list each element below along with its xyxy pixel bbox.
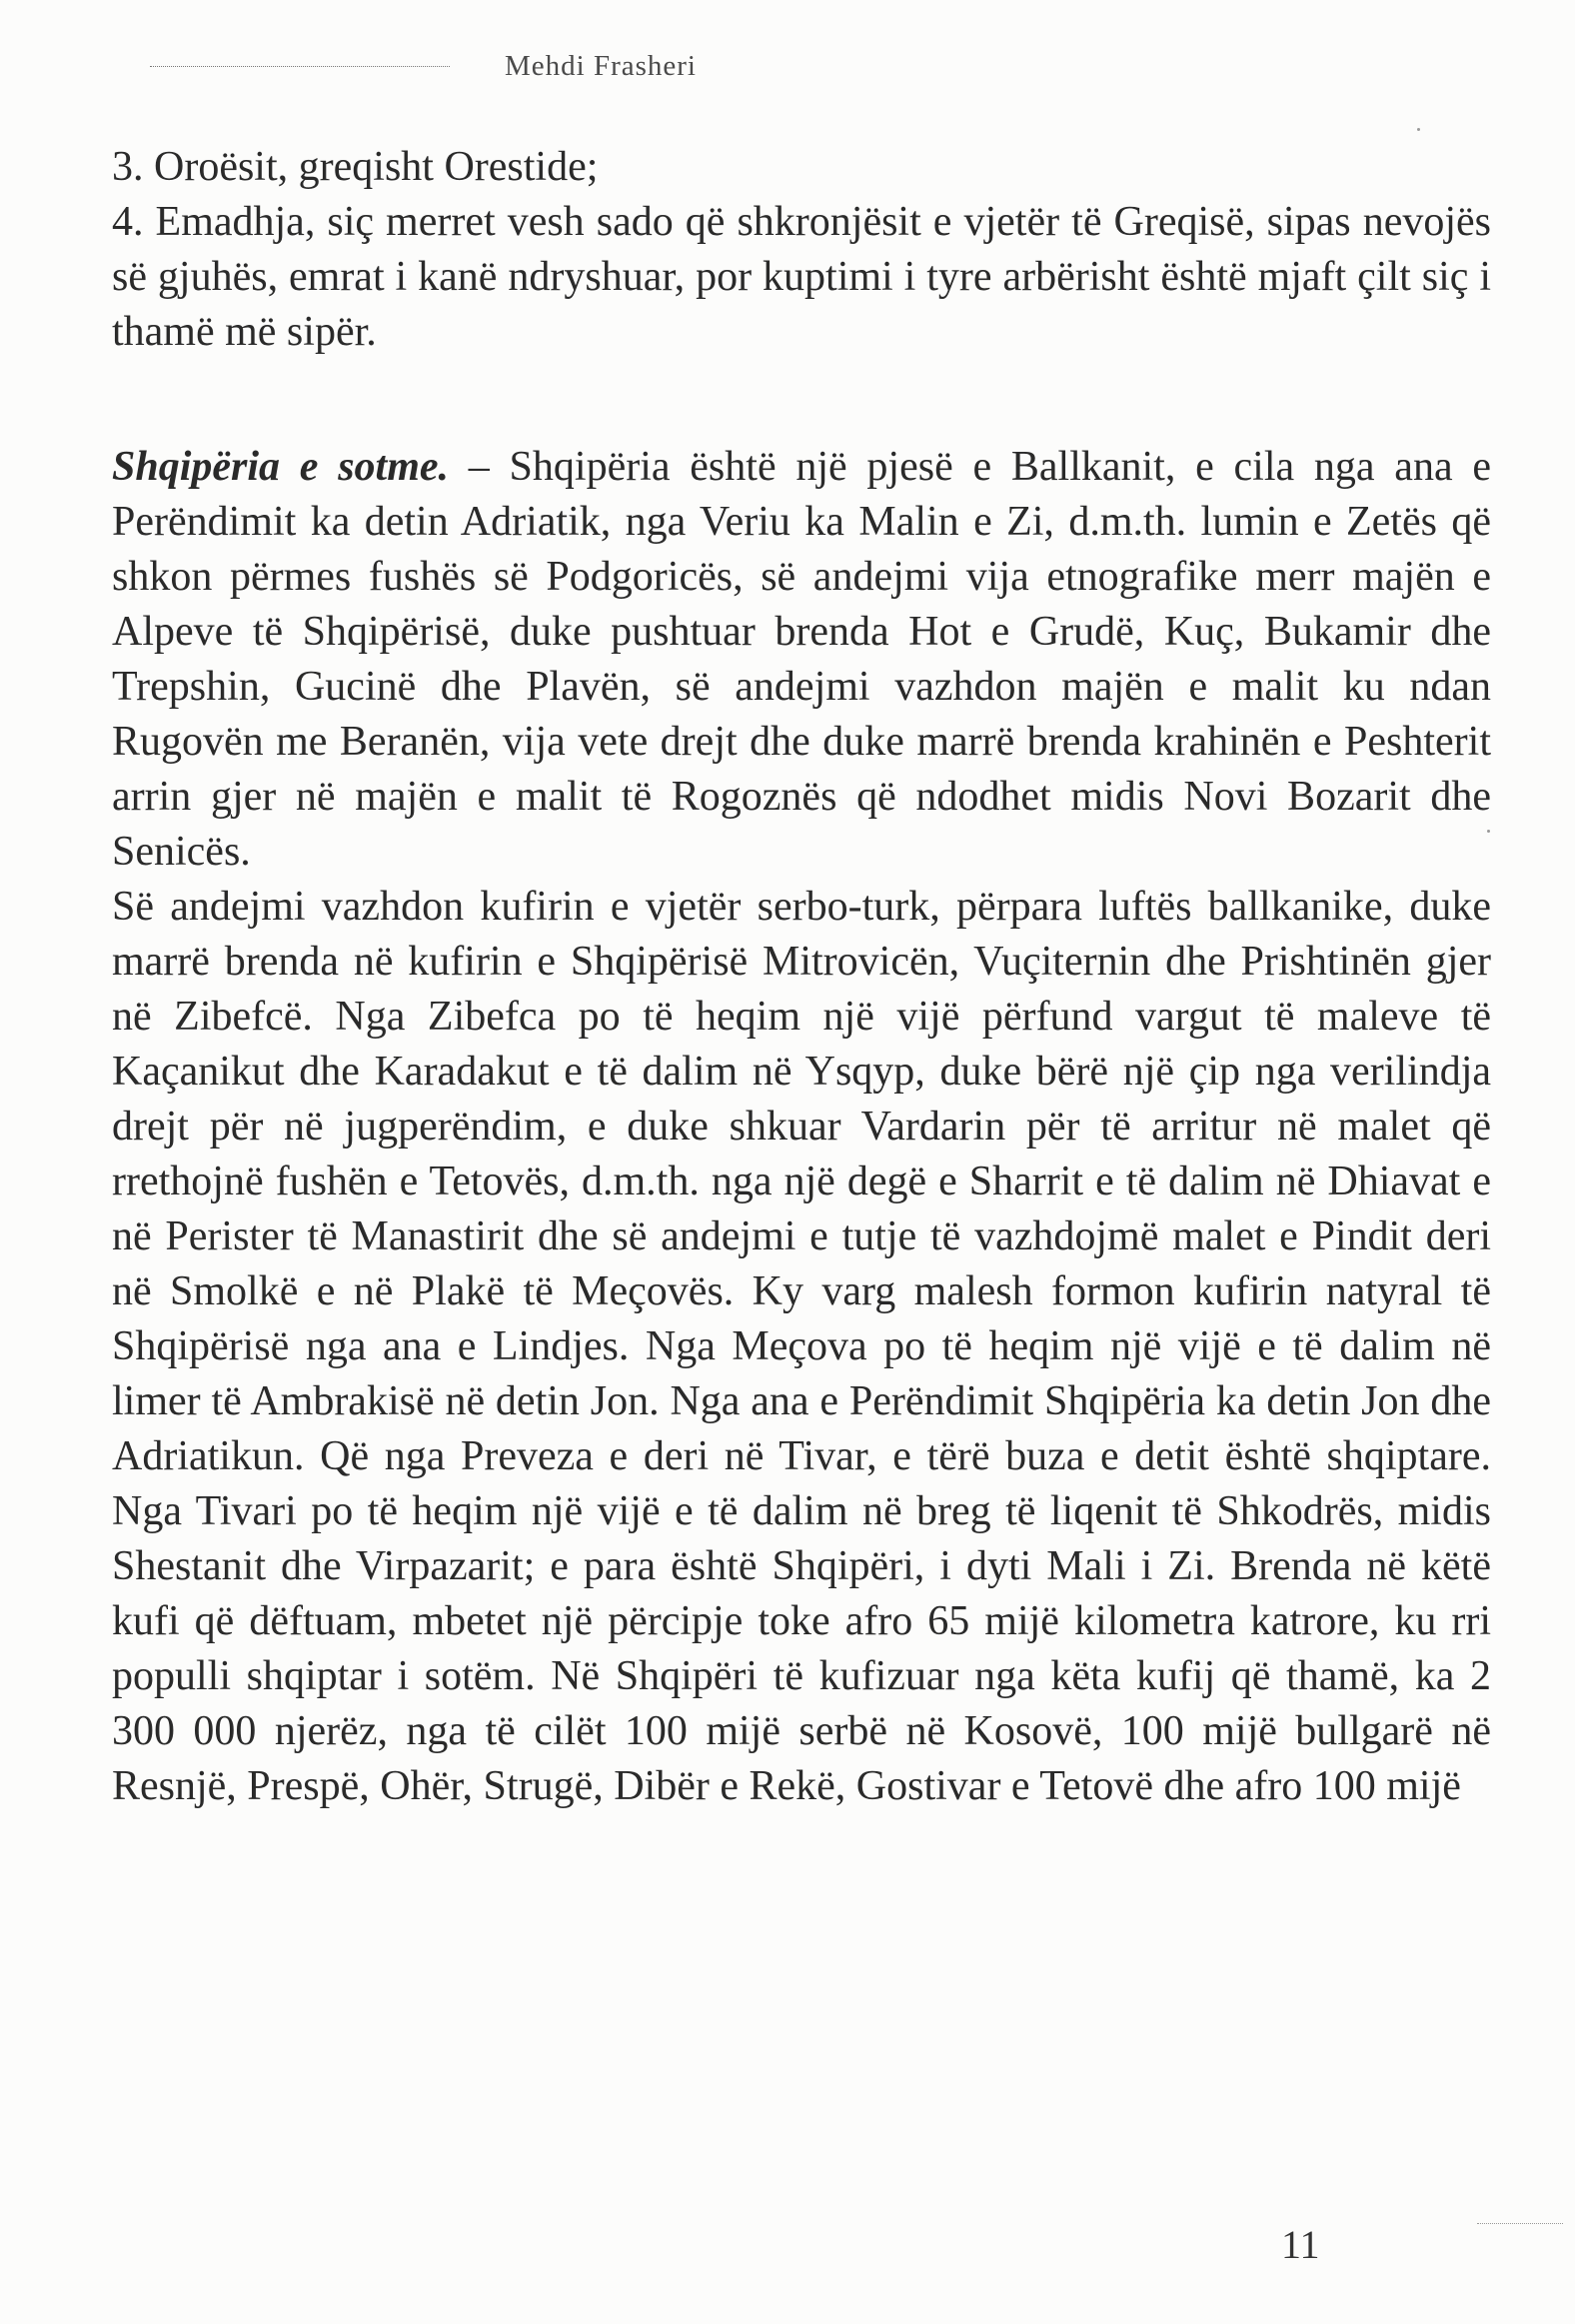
paragraph-2: Së andejmi vazhdon kufirin e vjetër serbo-turk, përpara luftës ballkanike, duke marrë brenda në kufirin e Shqipërisë Mitrovicën, Vuçiternin dhe Prishtinën gjer në Zibefcë. Nga Zibefca po të heqim një vijë përfund vargut të maleve të Kaçanikut dhe Karadakut e të dalim në Ysqyp, duke bërë një çip nga verilindja drejt për në jugperëndim, e duke shkuar Vardarin për të arritur në malet që rrethojnë fushën e Tetovës, d.m.th. nga një degë e Sharrit e të dalim në Dhiavat e në Perister të Manastirit dhe së andejmi e tutje të vazhdojmë malet e Pindit deri në Smolkë e në Plakë të Meçovës. Ky varg malesh formon kufirin natyral të Shqipërisë nga ana e Lindjes. Nga Meçova po të heqim një vijë e të dalim në limer të Ambrakisë në detin Jon. Nga ana e Perëndimit Shqipëria ka detin Jon dhe Adriatikun. Që nga Preveza e deri në Tivar, e tërë buza e detit është shqiptare. Nga Tivari po të heqim një vijë e të dalim në breg të liqenit të Shkodrës, midis Shestanit dhe Virpazarit; e para është Shqipëri, i dyti Mali i Zi. Brenda në këtë kufi që dëftuam, mbetet një përcipje toke afro 65 mijë kilometra katrore, ku rri populli shqiptar i sotëm. Në Shqipëri të kufizuar nga këta kufij që thamë, ka 2 300 000 njerëz, nga të cilët 100 mijë serbë në Kosovë, 100 mijë bullgarë në Resnjë, Prespë, Ohër, Strugë, Dibër e Rekë, Gostivar e Tetovë dhe afro 100 mijë	[112, 884, 1491, 1809]
header-rule	[150, 66, 450, 67]
list-item-3: 3. Oroësit, greqisht Orestide;	[112, 144, 599, 190]
section-block	[112, 440, 1491, 1814]
paragraph	[112, 440, 1491, 880]
page-number: 11	[1281, 2222, 1320, 2267]
section-title: Shqipëria e sotme.	[112, 444, 450, 490]
list-block	[112, 140, 1491, 360]
speck	[1417, 128, 1420, 131]
running-head: Mehdi Frasheri	[505, 50, 697, 82]
speck	[1487, 830, 1490, 833]
paragraph-1-text: – Shqipëria është një pjesë e Ballkanit, e cila nga ana e Perëndimit ka detin Adriatik, nga Veriu ka Malin e Zi, d.m.th. lumin e Zetës që shkon përmes fushës së Podgoricës, së andejmi vija etnografike merr majën e Alpeve të Shqipërisë, duke pushtuar brenda Hot e Grudë, Kuç, Bukamir dhe Trepshin, Gucinë dhe Plavën, së andejmi vazhdon majën e malit ku ndan Rugovën me Beranën, vija vete drejt dhe duke marrë brenda krahinën e Peshterit arrin gjer në majën e malit të Rogoznës që ndodhet midis Novi Bozarit dhe Senicës.	[112, 444, 1491, 875]
list-item-4: 4. Emadhja, siç merret vesh sado që shkronjësit e vjetër të Greqisë, sipas nevojës së gjuhës, emrat i kanë ndryshuar, por kuptimi i tyre arbërisht është mjaft çilt siç i thamë më sipër.	[112, 199, 1491, 355]
corner-dots	[1477, 2223, 1563, 2224]
